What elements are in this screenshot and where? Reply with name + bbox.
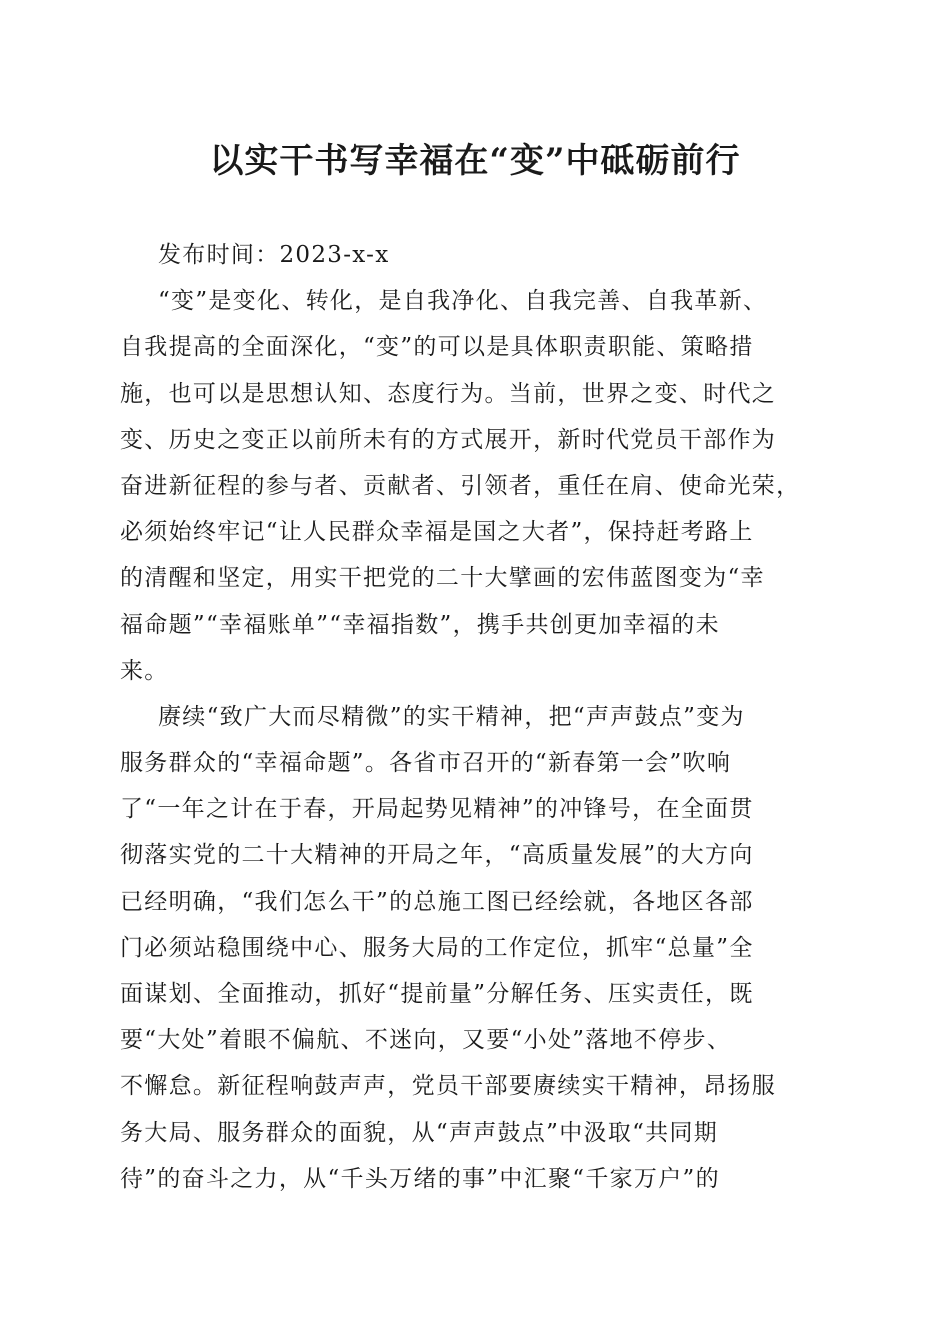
document-title: 以实干书写幸福在“变”中砥砺前行	[209, 141, 741, 181]
paragraph-line: 施，也可以是思想认知、态度行为。当前，世界之变、时代之	[120, 380, 777, 407]
paragraph-line: 要“大处”着眼不偏航、不迷向，又要“小处”落地不停步、	[120, 1027, 732, 1054]
document-body	[120, 232, 832, 1202]
paragraph-line: 彻落实党的二十大精神的开局之年，“高质量发展”的大方向	[120, 842, 754, 869]
publish-date: 2023-x-x	[279, 242, 390, 268]
paragraph-line: 奋进新征程的参与者、贡献者、引领者，重任在肩、使命光荣，	[120, 472, 801, 499]
paragraph-line: 面谋划、全面推动，抓好“提前量”分解任务、压实责任，既	[120, 981, 754, 1007]
paragraph-1	[120, 278, 832, 694]
paragraph-line: 了“一年之计在于春，开局起势见精神”的冲锋号，在全面贯	[120, 796, 754, 823]
publish-date-line	[120, 232, 832, 278]
paragraph-2	[120, 694, 832, 1202]
paragraph-line: 必须始终牢记“让人民群众幸福是国之大者”，保持赶考路上	[120, 519, 754, 546]
paragraph-line: 变、历史之变正以前所未有的方式展开，新时代党员干部作为	[120, 426, 777, 453]
paragraph-line: 来。	[120, 657, 169, 684]
paragraph-line: 不懈怠。新征程响鼓声声，党员干部要赓续实干精神，昂扬服	[120, 1073, 777, 1100]
paragraph-line: 待”的奋斗之力，从“千头万绪的事”中汇聚“千家万户”的	[120, 1165, 720, 1192]
paragraph-line: 自我提高的全面深化，“变”的可以是具体职责职能、策略措	[120, 334, 754, 361]
paragraph-line: 福命题”“幸福账单”“幸福指数”，携手共创更加幸福的未	[120, 611, 720, 638]
publish-label: 发布时间：	[158, 242, 280, 268]
paragraph-line: 已经明确，“我们怎么干”的总施工图已经绘就，各地区各部	[120, 888, 754, 915]
paragraph-line: “变”是变化、转化，是自我净化、自我完善、自我革新、	[158, 288, 768, 315]
paragraph-line: 服务群众的“幸福命题”。各省市召开的“新春第一会”吹响	[120, 750, 732, 777]
paragraph-line: 赓续“致广大而尽精微”的实干精神，把“声声鼓点”变为	[158, 703, 745, 730]
paragraph-line: 务大局、服务群众的面貌，从“声声鼓点”中汲取“共同期	[120, 1119, 719, 1146]
paragraph-line: 门必须站稳围绕中心、服务大局的工作定位，抓牢“总量”全	[120, 934, 754, 961]
paragraph-line: 的清醒和坚定，用实干把党的二十大擘画的宏伟蓝图变为“幸	[120, 565, 765, 592]
